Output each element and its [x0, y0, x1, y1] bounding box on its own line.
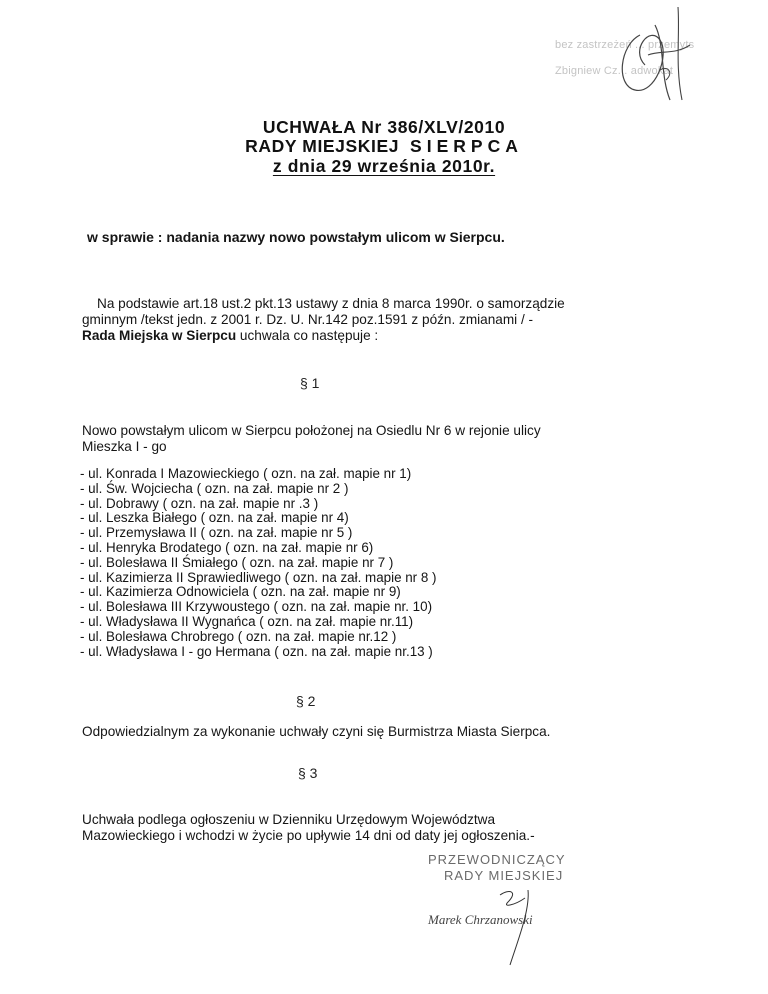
street-list-item: - ul. Św. Wojciecha ( ozn. na zał. mapie nr 2 )	[80, 480, 349, 496]
preamble-council: Rada Miejska w Sierpcu	[82, 328, 237, 343]
chairman-name: Marek Chrzanowski	[428, 912, 533, 927]
council-title: RADY MIEJSKIEJ	[444, 868, 564, 883]
street-list-item: - ul. Bolesława III Krzywoustego ( ozn. na zał. mapie nr. 10)	[80, 599, 433, 615]
section-3-line1: Uchwała podlega ogłoszeniu w Dzienniku Urzędowym Województwa	[82, 812, 496, 827]
street-list-item: - ul. Władysława I - go Hermana ( ozn. na zał. mapie nr.13 )	[80, 643, 433, 659]
section-1-heading: § 1	[300, 375, 320, 391]
street-list-item: - ul. Dobrawy ( ozn. na zał. mapie nr .3 )	[80, 495, 319, 511]
preamble-resolves: uchwala co następuje :	[236, 328, 379, 343]
street-list-item: - ul. Kazimierza Odnowiciela ( ozn. na zał. mapie nr 9)	[80, 584, 401, 600]
chairman-title: PRZEWODNICZĄCY	[428, 852, 566, 867]
section-3-line2: Mazowieckiego i wchodzi w życie po upływie 14 dni od daty jej ogłoszenia.-	[82, 828, 535, 843]
council-name-part1: RADY MIEJSKIEJ	[245, 136, 400, 156]
street-list-item: - ul. Przemysława II ( ozn. na zał. mapie nr 5 )	[80, 525, 353, 541]
street-list-item: - ul. Bolesława II Śmiałego ( ozn. na zał. mapie nr 7 )	[80, 554, 394, 570]
street-list	[80, 467, 437, 659]
section-1-intro-line2: Mieszka I - go	[82, 439, 167, 454]
street-list-item: - ul. Leszka Białego ( ozn. na zał. mapie nr 4)	[80, 510, 349, 526]
resolution-number: UCHWAŁA Nr 386/XLV/2010	[262, 117, 506, 137]
preamble-line2: gminnym /tekst jedn. z 2001 r. Dz. U. Nr.142 poz.1591 z późn. zmianami / -	[82, 312, 534, 327]
section-3-heading: § 3	[298, 765, 318, 781]
certification-stamp-line1: bez zastrzeżeń ... przemyts	[555, 39, 695, 51]
street-list-item: - ul. Bolesława Chrobrego ( ozn. na zał. mapie nr.12 )	[80, 628, 397, 644]
certification-stamp-line2: Zbigniew Cz... adwokat	[555, 65, 674, 77]
section-2-heading: § 2	[296, 693, 316, 709]
council-name-part2: SIERPCA	[410, 136, 523, 156]
street-list-item: - ul. Władysława II Wygnańca ( ozn. na zał. mapie nr.11)	[80, 613, 414, 629]
street-list-item: - ul. Kazimierza II Sprawiedliwego ( ozn. na zał. mapie nr 8 )	[80, 569, 437, 585]
resolution-date-text: z dnia 29 września 2010r.	[272, 156, 496, 176]
street-list-item: - ul. Henryka Brodatego ( ozn. na zał. mapie nr 6)	[80, 539, 374, 555]
street-list-item: - ul. Konrada I Mazowieckiego ( ozn. na zał. mapie nr 1)	[80, 466, 412, 481]
chairman-signature	[490, 870, 550, 970]
preamble-line1: Na podstawie art.18 ust.2 pkt.13 ustawy z dnia 8 marca 1990r. o samorządzie	[97, 296, 565, 311]
section-1-intro-line1: Nowo powstałym ulicom w Sierpcu położonej na Osiedlu Nr 6 w rejonie ulicy	[82, 423, 541, 438]
council-name	[0, 136, 768, 157]
resolution-date	[0, 156, 768, 177]
lawyer-signature	[600, 5, 710, 105]
section-2-text: Odpowiedzialnym za wykonanie uchwały czyni się Burmistrza Miasta Sierpca.	[82, 724, 551, 739]
preamble-line3	[82, 328, 378, 343]
subject-line: w sprawie : nadania nazwy nowo powstałym ulicom w Sierpcu.	[87, 229, 505, 245]
